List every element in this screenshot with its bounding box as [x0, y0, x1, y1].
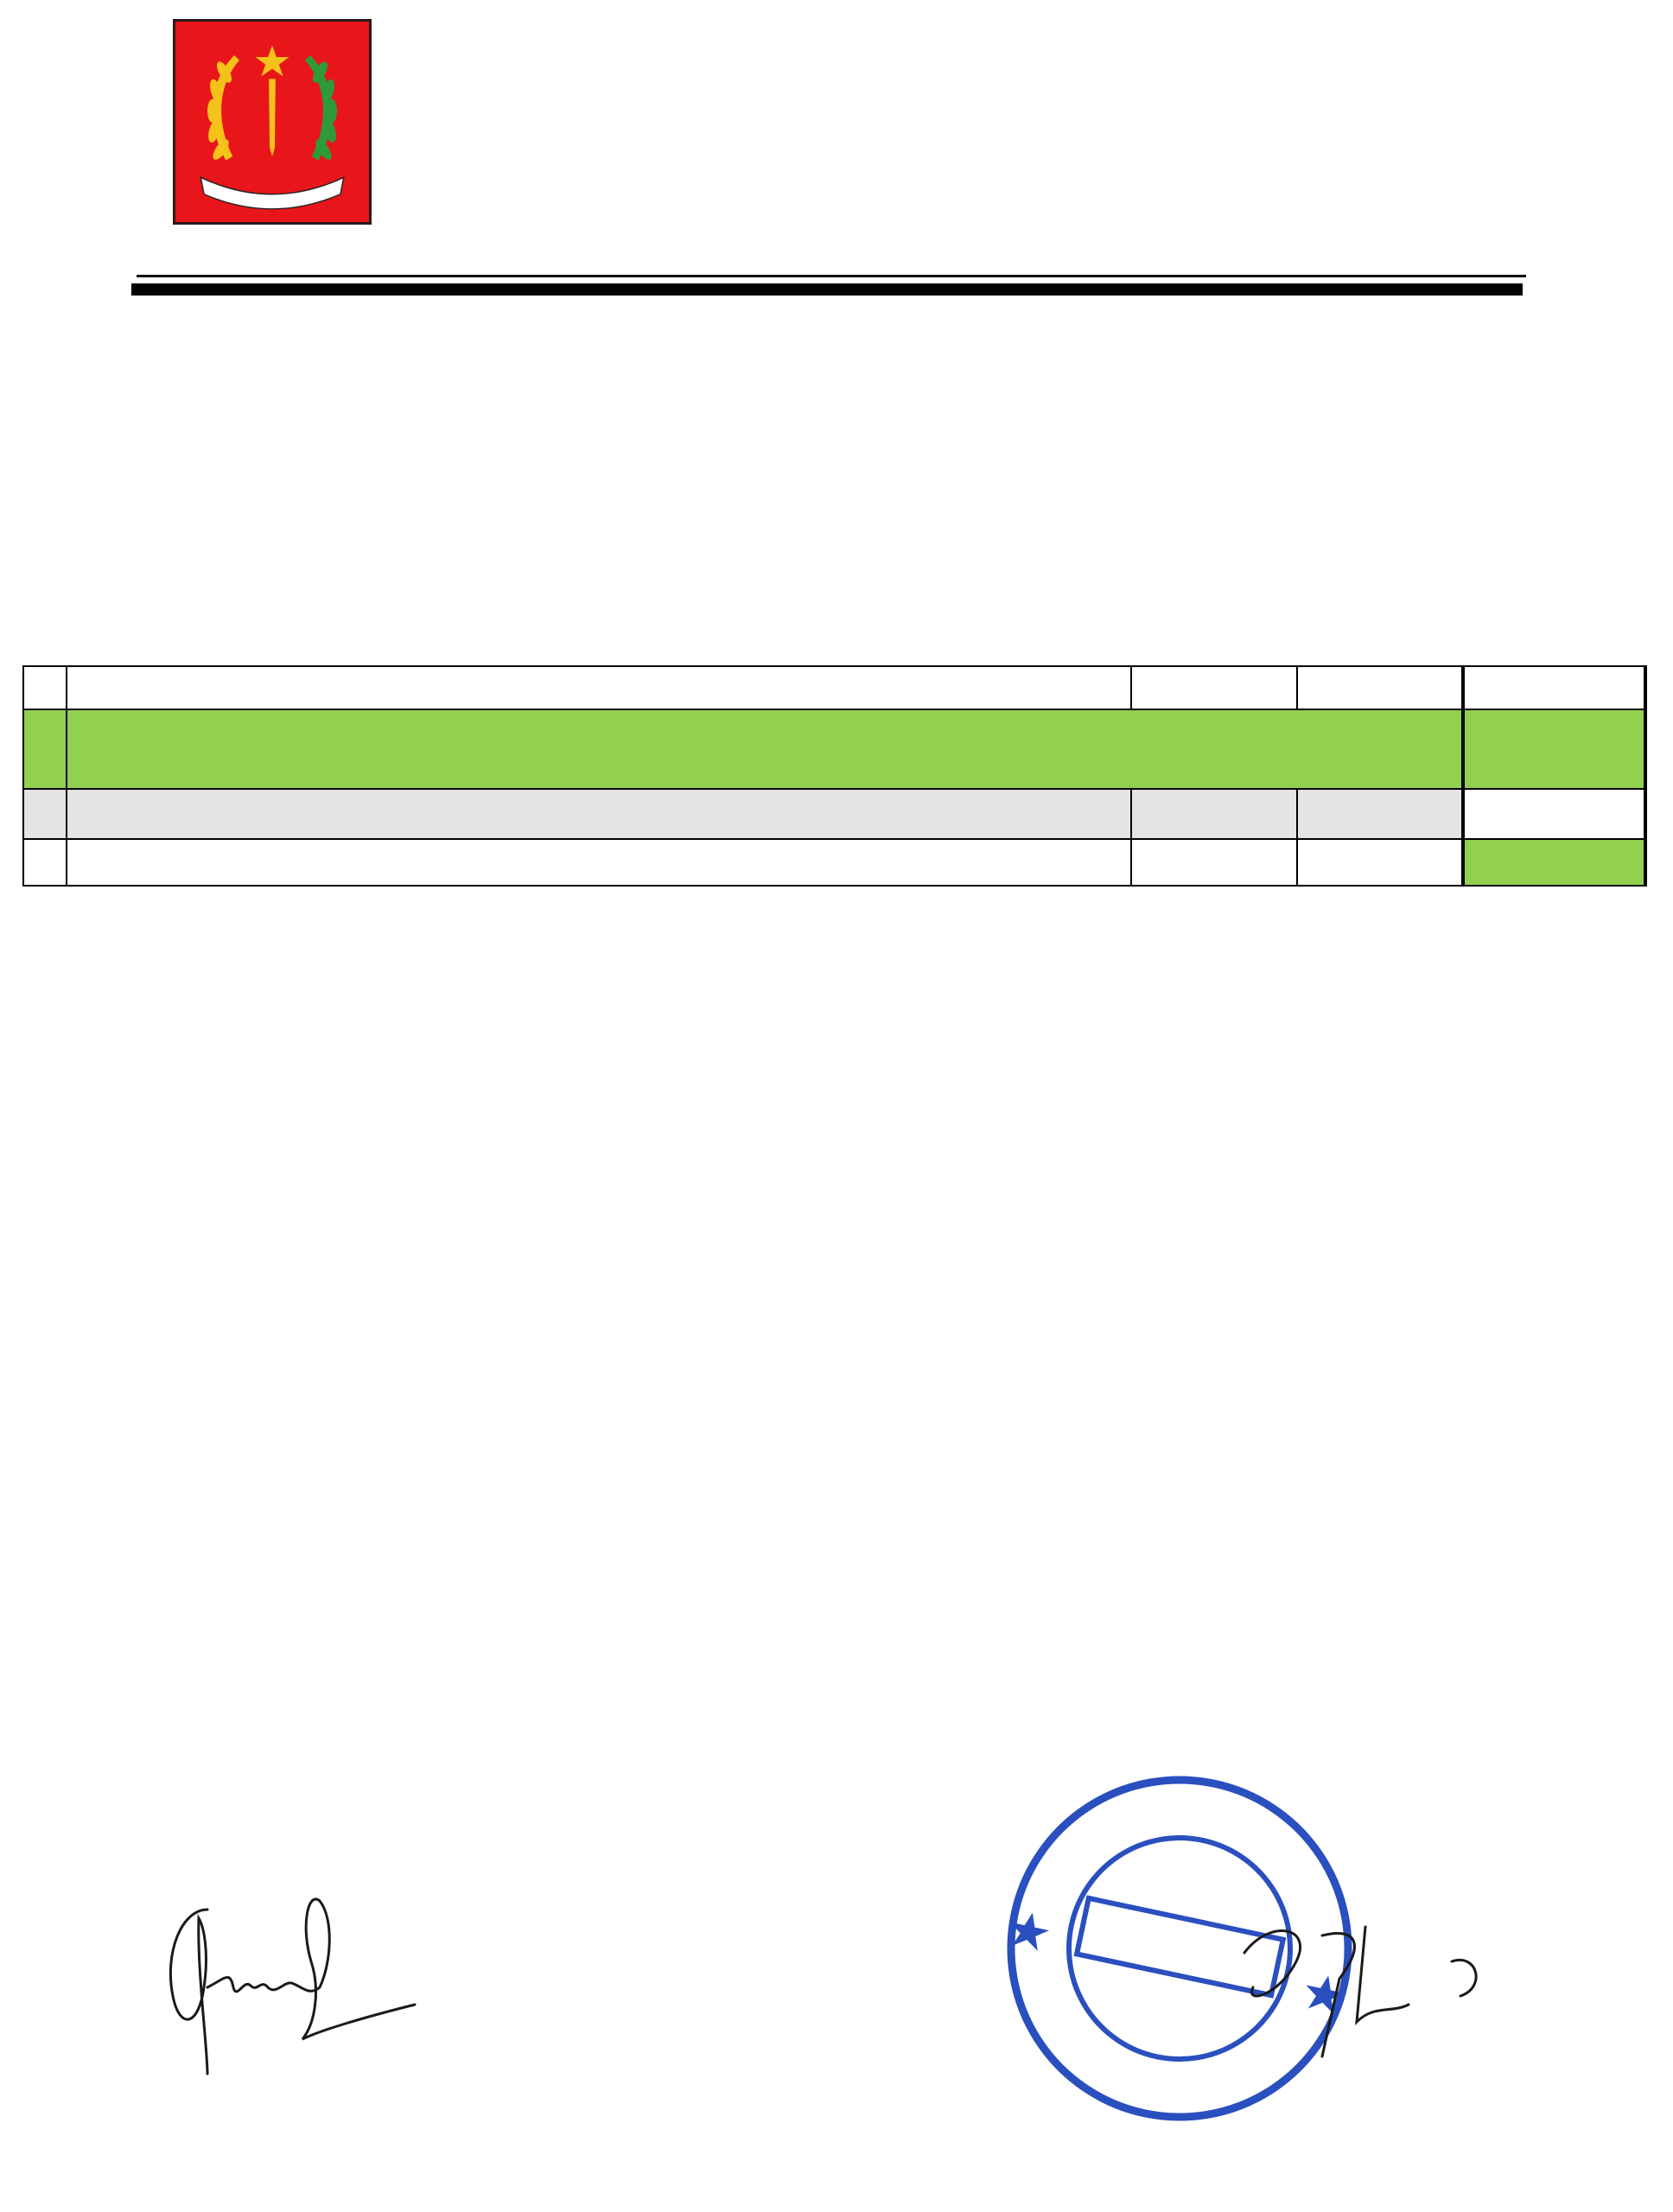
- saldo-heading-no: [23, 709, 67, 789]
- chairman-signature-icon: [1193, 1884, 1547, 2082]
- totals-row: [23, 839, 1645, 886]
- total-keluar: [1297, 839, 1463, 886]
- header-saldo: [1463, 666, 1645, 709]
- saldo-heading-saldo: [1463, 709, 1645, 789]
- saldo-heading-label: [67, 709, 1463, 789]
- opening-no: [23, 789, 67, 839]
- opening-balance-row: [23, 789, 1645, 839]
- table-header-row: [23, 666, 1645, 709]
- total-label: [67, 839, 1131, 886]
- letterhead-divider-thick: [131, 283, 1523, 296]
- opening-label: [67, 789, 1131, 839]
- total-no: [23, 839, 67, 886]
- financial-report-table: [22, 665, 1647, 887]
- treasurer-signature-icon: [147, 1858, 432, 2091]
- total-masuk: [1131, 839, 1297, 886]
- letterhead-divider-thin: [137, 275, 1526, 277]
- saldo-heading-row: [23, 709, 1645, 789]
- total-saldo: [1463, 839, 1645, 886]
- header-keterangan: [67, 666, 1131, 709]
- wreath-emblem-icon: [175, 22, 369, 222]
- opening-saldo: [1463, 789, 1645, 839]
- opening-keluar: [1297, 789, 1463, 839]
- header-keluar: [1297, 666, 1463, 709]
- header-masuk: [1131, 666, 1297, 709]
- village-logo: [173, 19, 372, 225]
- header-no: [23, 666, 67, 709]
- opening-masuk: [1131, 789, 1297, 839]
